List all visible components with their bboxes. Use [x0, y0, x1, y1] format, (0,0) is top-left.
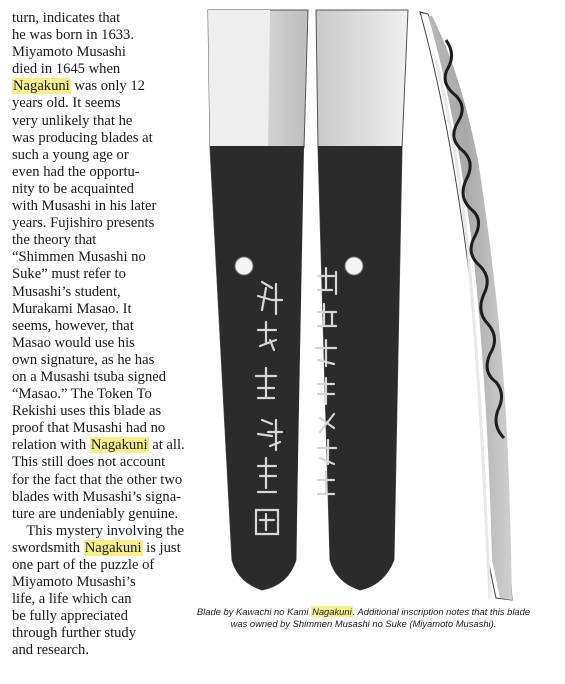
article-line: years. Fujishiro presents [12, 215, 155, 232]
article-line: This still does not account [12, 454, 166, 471]
article-line: turn, indicates that [12, 10, 121, 26]
article-line: Suke” must refer to [12, 266, 126, 283]
caption-line: Blade by Kawachi no Kami Nagakuni. Additional inscription notes that this blade [196, 606, 531, 617]
article-line: years old. It seems [12, 95, 121, 112]
article-line: own signature, as he has [12, 351, 155, 368]
figure-caption [166, 606, 561, 630]
article-line: Musashi’s student, [12, 283, 121, 300]
article-line: Miyamoto Musashi [12, 44, 126, 61]
article-line: life, a life which can [12, 591, 132, 608]
article-line: Masao would use his [12, 334, 135, 351]
article-line: This mystery involving the [12, 522, 185, 539]
article-line: be fully appreciated [12, 608, 128, 625]
mekugi-ana-hole [345, 257, 363, 275]
article-line: was producing blades at [12, 129, 153, 146]
article-line: Rekishi uses this blade as [12, 403, 162, 420]
article-line: very unlikely that he [12, 112, 133, 129]
article-line: nity to be acquainted [12, 180, 134, 197]
highlighted-term: Nagakuni [90, 437, 148, 454]
caption-line: was owned by Shimmen Musashi no Suke (Miyamoto Musashi). [230, 618, 497, 629]
right-tang [316, 10, 408, 590]
article-line: Miyamoto Musashi’s [12, 574, 136, 591]
article-line: he was born in 1633. [12, 27, 135, 44]
article-line: the theory that [12, 232, 97, 249]
left-tang [208, 10, 308, 590]
article-line: blades with Musashi’s signa- [12, 488, 182, 505]
article-line: died in 1645 when [12, 61, 121, 78]
article-line: on a Musashi tsuba signed [12, 368, 167, 385]
article-line: “Masao.” The Token To [12, 386, 152, 403]
article-line: such a young age or [12, 146, 129, 163]
full-blade [420, 12, 512, 600]
article-line: relation with Nagakuni at all. [12, 437, 185, 454]
mekugi-ana-hole [235, 257, 253, 275]
article-line: one part of the puzzle of [12, 557, 155, 573]
article-line: and research. [12, 642, 89, 659]
highlighted-term: Nagakuni [312, 606, 352, 617]
article-line: through further study [12, 625, 137, 642]
article-line: Murakami Masao. It [12, 300, 132, 317]
highlighted-term: Nagakuni [13, 78, 70, 95]
article-line: for the fact that the other two [12, 471, 183, 488]
article-line: even had the opportu- [12, 163, 140, 180]
article-line: swordsmith Nagakuni is just [12, 539, 181, 556]
article-line: ture are undeniably genuine. [12, 505, 179, 522]
article-line: seems, however, that [12, 317, 134, 334]
article-line: proof that Musashi had no [12, 420, 166, 437]
highlighted-term: Nagakuni [84, 539, 142, 556]
article-line: “Shimmen Musashi no [12, 249, 146, 266]
article-line: with Musashi in his later [12, 198, 157, 215]
article-line: Nagakuni was only 12 [13, 78, 145, 95]
